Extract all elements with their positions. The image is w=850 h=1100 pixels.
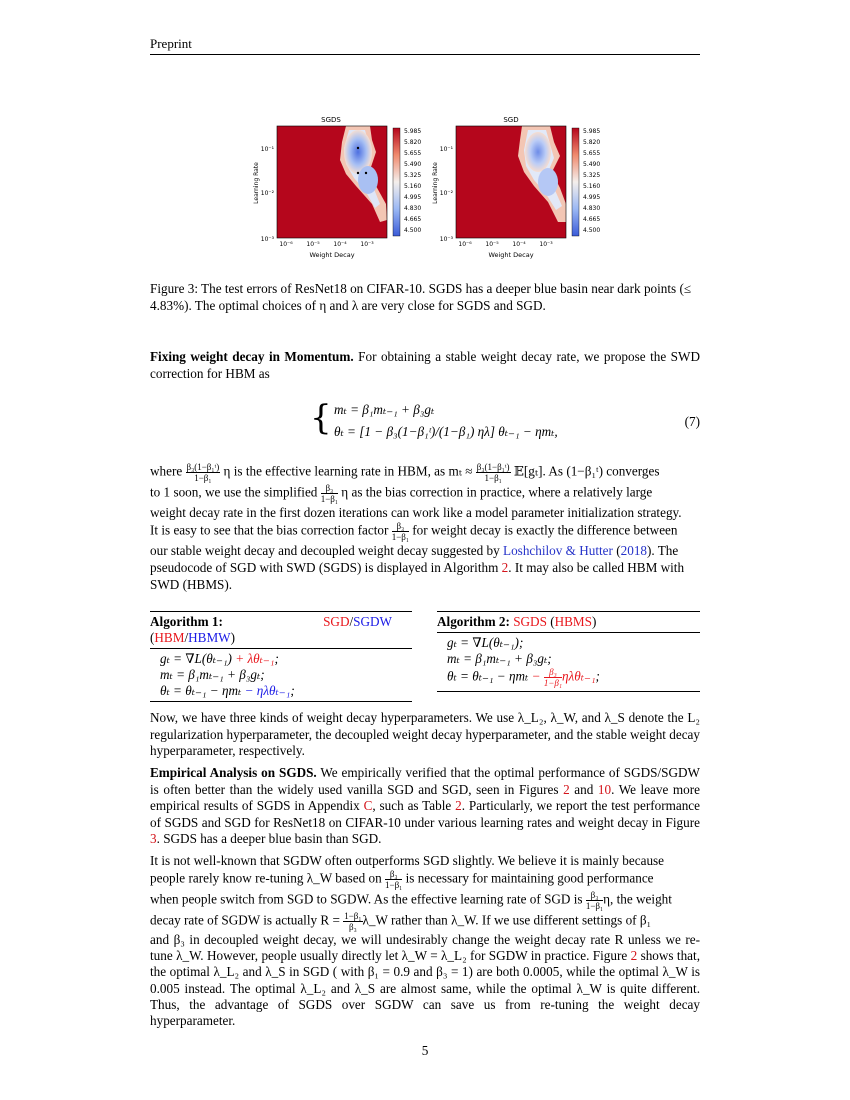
paragraph-hyperparameters: Now, we have three kinds of weight decay hyperparameters. We use λ_L₂, λ_W, and λ_S denote the L₂ regularization hyperparameter, the decoupled weight decay hyperparameter, and the stable weight decay hyperparameter, respectively. xyxy=(150,710,700,759)
y-tick: 10⁻³ xyxy=(439,236,453,243)
appendix-ref-link[interactable]: C xyxy=(363,798,373,814)
fraction xyxy=(186,462,221,483)
text-run: ) xyxy=(592,614,597,629)
text-run: ; xyxy=(595,668,600,684)
text-run: ; xyxy=(274,651,279,666)
colorbar-tick: 5.985 xyxy=(404,128,422,135)
x-tick: 10⁻⁵ xyxy=(306,241,320,248)
colorbar-tick: 4.665 xyxy=(404,216,422,223)
paragraph-hbm-correction xyxy=(150,349,700,382)
optimum-marker xyxy=(357,172,359,174)
title-sgds: SGDS xyxy=(513,614,547,629)
x-tick: 10⁻⁶ xyxy=(279,241,293,248)
citation-link[interactable]: Loshchilov & Hutter xyxy=(503,543,613,558)
text-run: pseudocode of SGD with SWD (SGDS) is displayed in Algorithm xyxy=(150,560,502,575)
text-run: decay rate of SGDW is actually R = xyxy=(150,912,344,928)
text-run: . SGDS has a deeper blue basin than SGD. xyxy=(156,831,382,847)
fraction-numerator: β₃ xyxy=(586,890,603,901)
y-tick: 10⁻³ xyxy=(260,236,274,243)
algorithm-1-step-3 xyxy=(150,683,412,699)
colorbar-tick: 5.985 xyxy=(583,128,601,135)
algorithm-1-step-2: mₜ = β₁mₜ₋₁ + β₃gₜ; xyxy=(160,667,265,682)
text-run: θₜ = θₜ₋₁ − ηmₜ xyxy=(447,668,529,684)
algorithm-2-title xyxy=(437,611,700,632)
figure-caption: Figure 3: The test errors of ResNet18 on CIFAR-10. SGDS has a deeper blue basin near dark points (≤ 4.83%). The optimal choices of η and λ are very close for SGDS and SGD. xyxy=(150,281,692,313)
fraction-numerator: β₃(1−β₁ᵗ) xyxy=(186,462,220,472)
fraction-numerator: β₃ xyxy=(544,667,562,678)
x-axis-label: Weight Decay xyxy=(488,251,534,259)
colorbar-tick: 5.160 xyxy=(404,183,422,190)
text-run: where xyxy=(150,463,186,479)
fraction-denominator: 1−β₁ xyxy=(543,678,562,688)
swd-term: ηλθₜ₋₁ xyxy=(562,668,596,684)
fraction xyxy=(385,869,402,890)
title-hbm: HBM xyxy=(154,630,185,645)
algorithm-ref-link[interactable]: 2 xyxy=(501,560,509,575)
title-sep: / xyxy=(349,614,354,629)
fraction xyxy=(343,911,362,932)
text-run: η is the effective learning rate in HBM, as mₜ ≈ xyxy=(220,463,476,479)
y-tick: 10⁻² xyxy=(260,190,274,197)
equation-brace: { xyxy=(310,398,332,438)
x-tick: 10⁻⁴ xyxy=(512,241,526,248)
colorbar-tick: 4.830 xyxy=(404,205,422,212)
text-run: ) xyxy=(230,630,236,645)
fraction xyxy=(476,462,511,483)
text-run: gₜ = ∇L(θₜ₋₁) xyxy=(160,651,232,666)
fraction-denominator: 1−β₁ xyxy=(585,901,604,911)
fraction-denominator: 1−β₁ xyxy=(391,532,409,542)
figure-ref-link[interactable]: 3 xyxy=(150,831,157,847)
heatmap-sgds xyxy=(277,126,387,238)
y-axis-label: Learning Rate xyxy=(432,162,439,204)
algorithm-title-label: Algorithm 2: xyxy=(437,614,514,629)
text-run: . It may also be called HBM with xyxy=(508,560,685,575)
text-line: SWD (HBMS). xyxy=(150,577,233,592)
running-header: Preprint xyxy=(150,36,192,51)
colorbar-tick: 5.325 xyxy=(583,172,601,179)
equation-line-2: θₜ = [1 − β₃(1−β₁ᵗ)/(1−β₁) ηλ] θₜ₋₁ − ηmₜ, xyxy=(334,424,558,439)
colorbar-tick: 4.830 xyxy=(583,205,601,212)
text-run: It is easy to see that the bias correction factor xyxy=(150,522,392,538)
paragraph-sgdw-analysis xyxy=(150,852,700,1029)
algorithm-2 xyxy=(437,611,700,692)
paragraph-heading: Fixing weight decay in Momentum. xyxy=(150,349,354,364)
colorbar-tick: 5.655 xyxy=(583,150,601,157)
text-run: ). The xyxy=(647,543,679,558)
colorbar-tick: 4.995 xyxy=(583,194,601,201)
table-ref-link[interactable]: 2 xyxy=(455,798,462,814)
text-run: for weight decay is exactly the difference between xyxy=(408,522,678,538)
fraction xyxy=(392,521,409,542)
fraction-numerator: β₃ xyxy=(385,869,402,880)
text-run: is necessary for maintaining good performance xyxy=(402,870,654,886)
colorbar-tick: 5.820 xyxy=(583,139,601,146)
text-line: It is not well-known that SGDW often outperforms SGD slightly. We believe it is mainly because xyxy=(150,853,665,868)
figure-ref-link[interactable]: 2 xyxy=(630,948,638,964)
y-tick: 10⁻¹ xyxy=(439,146,453,153)
colorbar-tick: 5.160 xyxy=(583,183,601,190)
fraction xyxy=(544,667,562,688)
fraction-numerator: β₃ xyxy=(321,483,338,494)
algorithm-1-step-1 xyxy=(150,651,412,667)
text-run: and β₃ in decoupled weight decay, we will undesirably change the weight decay rate R unless we re-tune λ_W. However, people usually directly let λ_W = λ_L₂ for SGDW in practice. Figure xyxy=(150,932,700,964)
x-tick: 10⁻⁵ xyxy=(485,241,499,248)
colorbar-tick: 5.490 xyxy=(583,161,601,168)
text-run: . We leave more empirical results of SGDS in Appendix xyxy=(150,781,701,814)
citation-year-link[interactable]: 2018 xyxy=(620,543,647,558)
colorbar-tick: 5.325 xyxy=(404,172,422,179)
panel-title-sgds: SGDS xyxy=(321,116,341,124)
text-run: , such as Table xyxy=(372,798,456,814)
header-rule xyxy=(150,54,700,55)
fraction-denominator: β₃ xyxy=(349,922,357,932)
text-run: shows that, the optimal λ_L₂ and λ_S in SGD ( with β₁ = 0.9 and β₃ = 1) are both 0.0005, while the optimal λ_W is 0.005 instead. The optimal λ_L₂ and λ_S are almost same, while the optimal λ_W is quite different. Thus, the advantage of SGDS over SGDW can save us from re-tuning the weight decay hyperparameter. xyxy=(150,948,700,1029)
paragraph-heading: Empirical Analysis on SGDS. xyxy=(150,765,317,780)
panel-title-sgd: SGD xyxy=(503,116,519,124)
equation-line-1: mₜ = β₁mₜ₋₁ + β₃gₜ xyxy=(334,402,435,417)
text-run: and xyxy=(569,781,598,797)
fraction xyxy=(321,483,338,504)
figure-ref-link[interactable]: 10 xyxy=(597,781,612,797)
fraction-numerator: 1−β₁ xyxy=(344,911,362,921)
colorbar-tick: 5.820 xyxy=(404,139,422,146)
x-tick: 10⁻⁶ xyxy=(458,241,472,248)
fraction xyxy=(586,890,603,911)
algorithm-title-label: Algorithm 1: xyxy=(150,614,223,629)
fraction-denominator: 1−β₁ xyxy=(484,473,502,483)
text-run: η as the bias correction in practice, where a relatively large xyxy=(337,484,653,500)
text-run: ; xyxy=(290,683,295,698)
paragraph-effective-lr xyxy=(150,462,700,593)
text-run: when people switch from SGD to SGDW. As the effective learning rate of SGD is xyxy=(150,891,586,907)
figure-3-svg xyxy=(150,112,700,277)
x-tick: 10⁻³ xyxy=(360,241,374,248)
title-hbmw: HBMW xyxy=(188,630,231,645)
algorithm-1 xyxy=(150,611,412,702)
algorithm-2-step-3 xyxy=(437,667,700,688)
colorbar-tick: 5.490 xyxy=(404,161,422,168)
x-tick: 10⁻³ xyxy=(539,241,553,248)
text-run: ( xyxy=(150,630,155,645)
text-run: . Particularly, we report the test performance of SGDS and SGD for ResNet18 on CIFAR-10 under various learning rates and weight decay in Figure xyxy=(150,798,701,830)
algorithm-2-step-1: gₜ = ∇L(θₜ₋₁); xyxy=(447,635,524,650)
l2-term: + λθₜ₋₁ xyxy=(231,651,275,666)
text-run: λ_W rather than λ_W. If we use different settings of β₁ xyxy=(362,912,652,928)
text-run: We empirically verified that the optimal performance of SGDS/SGDW is often better than the widely used vanilla SGD and SGD, seen in Figures xyxy=(150,765,700,797)
equation-7 xyxy=(150,398,700,450)
colorbar-tick: 4.500 xyxy=(583,227,601,234)
x-tick: 10⁻⁴ xyxy=(333,241,347,248)
optimum-marker xyxy=(357,147,359,149)
colorbar-tick: 4.665 xyxy=(583,216,601,223)
text-run: to 1 soon, we use the simplified xyxy=(150,484,321,500)
text-run: 𝔼[gₜ]. As (1−β₁ᵗ) converges xyxy=(510,463,660,479)
heatmap-sgd xyxy=(456,126,566,238)
text-run: ( xyxy=(546,614,555,629)
fraction-numerator: β₃(1−β₁ᵗ) xyxy=(476,462,510,472)
text-run: our stable weight decay and decoupled weight decay suggested by xyxy=(150,543,504,558)
title-sgdw: SGDW xyxy=(353,614,392,629)
colorbar-tick: 4.995 xyxy=(404,194,422,201)
y-tick: 10⁻² xyxy=(439,190,453,197)
optimum-marker xyxy=(365,172,367,174)
text-run: η, the weight xyxy=(603,891,672,907)
fraction-denominator: 1−β₁ xyxy=(194,473,212,483)
figure-3 xyxy=(150,112,700,277)
colorbar-tick: 4.500 xyxy=(404,227,422,234)
text-run: θₜ = θₜ₋₁ − ηmₜ xyxy=(160,683,242,698)
fraction-denominator: 1−β₁ xyxy=(320,494,338,504)
fraction-numerator: β₃ xyxy=(392,521,409,532)
y-axis-label: Learning Rate xyxy=(253,162,260,204)
paragraph-empirical-analysis xyxy=(150,765,700,848)
page-number: 5 xyxy=(421,1043,429,1058)
title-hbms: HBMS xyxy=(554,614,592,629)
figure-ref-link[interactable]: 2 xyxy=(563,781,570,797)
y-tick: 10⁻¹ xyxy=(260,146,274,153)
algorithm-1-title xyxy=(150,611,412,630)
colorbar-tick: 5.655 xyxy=(404,150,422,157)
colorbar-sgd xyxy=(572,128,600,236)
text-run: / xyxy=(184,630,189,645)
text-run: people rarely know re-tuning λ_W based on xyxy=(150,870,386,886)
colorbar-sgds xyxy=(393,128,421,236)
text-run: ( xyxy=(612,543,621,558)
swd-term: − xyxy=(528,668,544,684)
text-line: weight decay rate in the first dozen iterations can work like a model parameter initialization strategy. xyxy=(150,505,682,520)
paragraph-text: For obtaining a stable weight decay rate, we propose the SWD correction for HBM as xyxy=(150,349,700,381)
equation-number: (7) xyxy=(684,414,700,429)
fraction-denominator: 1−β₁ xyxy=(385,880,403,890)
title-sgd: SGD xyxy=(323,614,350,629)
x-axis-label: Weight Decay xyxy=(309,251,355,259)
algorithm-2-step-2: mₜ = β₁mₜ₋₁ + β₃gₜ; xyxy=(447,651,552,666)
decoupled-term: − ηλθₜ₋₁ xyxy=(241,683,291,698)
